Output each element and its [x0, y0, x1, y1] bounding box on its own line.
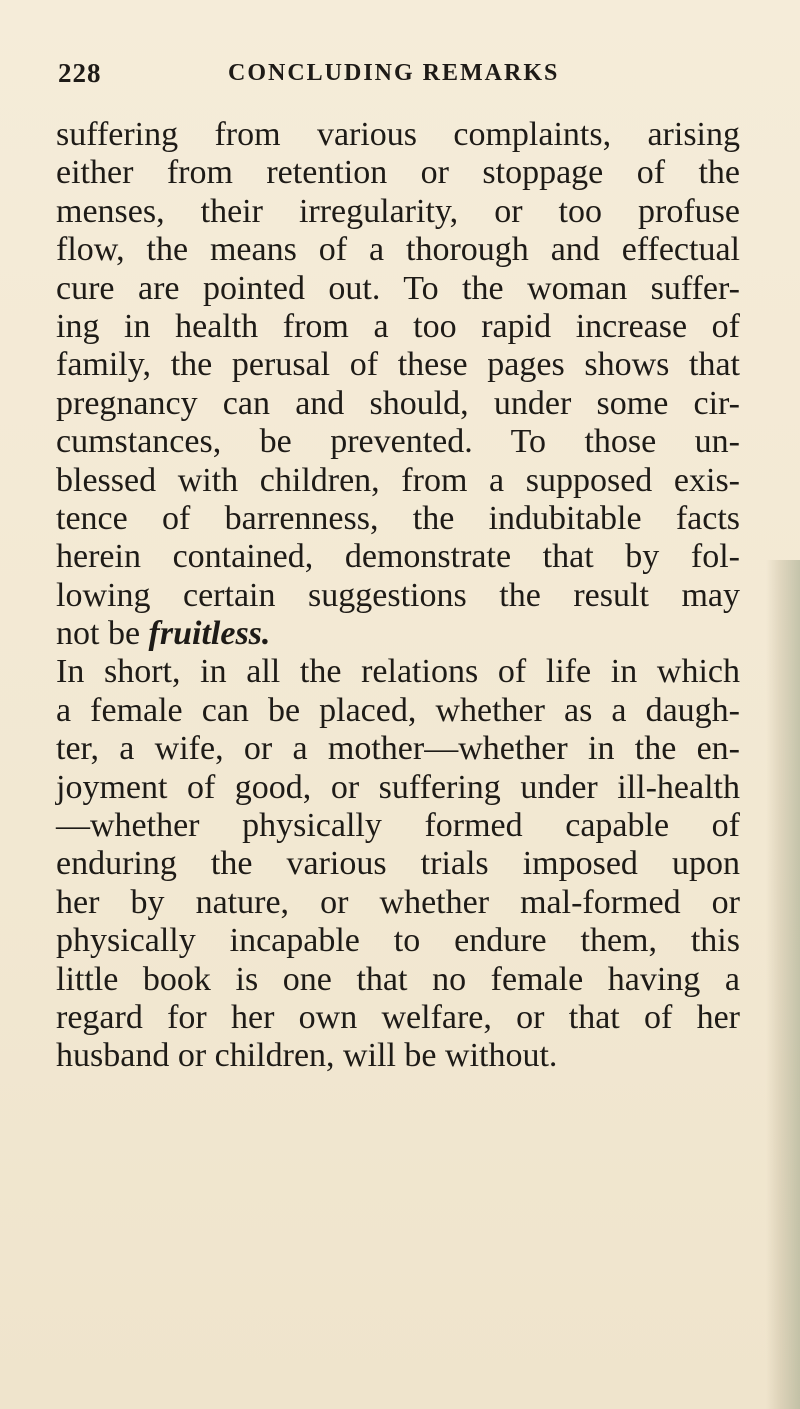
- text-line: enduring the various trials imposed upon: [56, 845, 740, 883]
- text-line: a female can be placed, whether as a daugh-: [56, 691, 740, 729]
- text-line: cumstances, be prevented. To those un-: [56, 423, 740, 461]
- text-line: —whether physically formed capable of: [56, 807, 740, 845]
- page-edge-shadow: [766, 560, 800, 1409]
- page-number: 228: [58, 58, 102, 88]
- text-line: regard for her own welfare, or that of her: [56, 998, 740, 1036]
- text-line: pregnancy can and should, under some cir-: [56, 384, 740, 422]
- text-line: menses, their irregularity, or too profuse: [56, 192, 740, 230]
- text-line: ter, a wife, or a mother—whether in the en-: [56, 730, 740, 768]
- text-line: ing in health from a too rapid increase of: [56, 307, 740, 345]
- text-line: suffering from various complaints, arising: [56, 116, 740, 153]
- line-prefix: not be: [56, 615, 149, 653]
- text-line: lowing certain suggestions the result may: [56, 576, 740, 614]
- text-line: family, the perusal of these pages shows that: [56, 346, 740, 384]
- text-line: little book is one that no female having a: [56, 960, 740, 998]
- paragraph-end-line: [56, 615, 740, 653]
- body-text: [56, 116, 740, 1076]
- final-line: husband or children, will be without.: [56, 1037, 558, 1075]
- text-line: joyment of good, or suffering under ill-health: [56, 768, 740, 806]
- running-head-title: CONCLUDING REMARKS: [228, 60, 560, 86]
- emphasized-word: fruitless.: [148, 615, 271, 653]
- text-line: herein contained, demonstrate that by fol-: [56, 538, 740, 576]
- text-line: either from retention or stoppage of the: [56, 154, 740, 192]
- text-line: tence of barrenness, the indubitable facts: [56, 499, 740, 537]
- text-line: flow, the means of a thorough and effectual: [56, 231, 740, 269]
- text-line: cure are pointed out. To the woman suffer-: [56, 269, 740, 307]
- text-line: physically incapable to endure them, this: [56, 922, 740, 960]
- text-line: blessed with children, from a supposed exis-: [56, 461, 740, 499]
- paragraph-start-line: In short, in all the relations of life in which: [56, 653, 740, 691]
- text-line: her by nature, or whether mal-formed or: [56, 883, 740, 921]
- running-head: [58, 58, 748, 98]
